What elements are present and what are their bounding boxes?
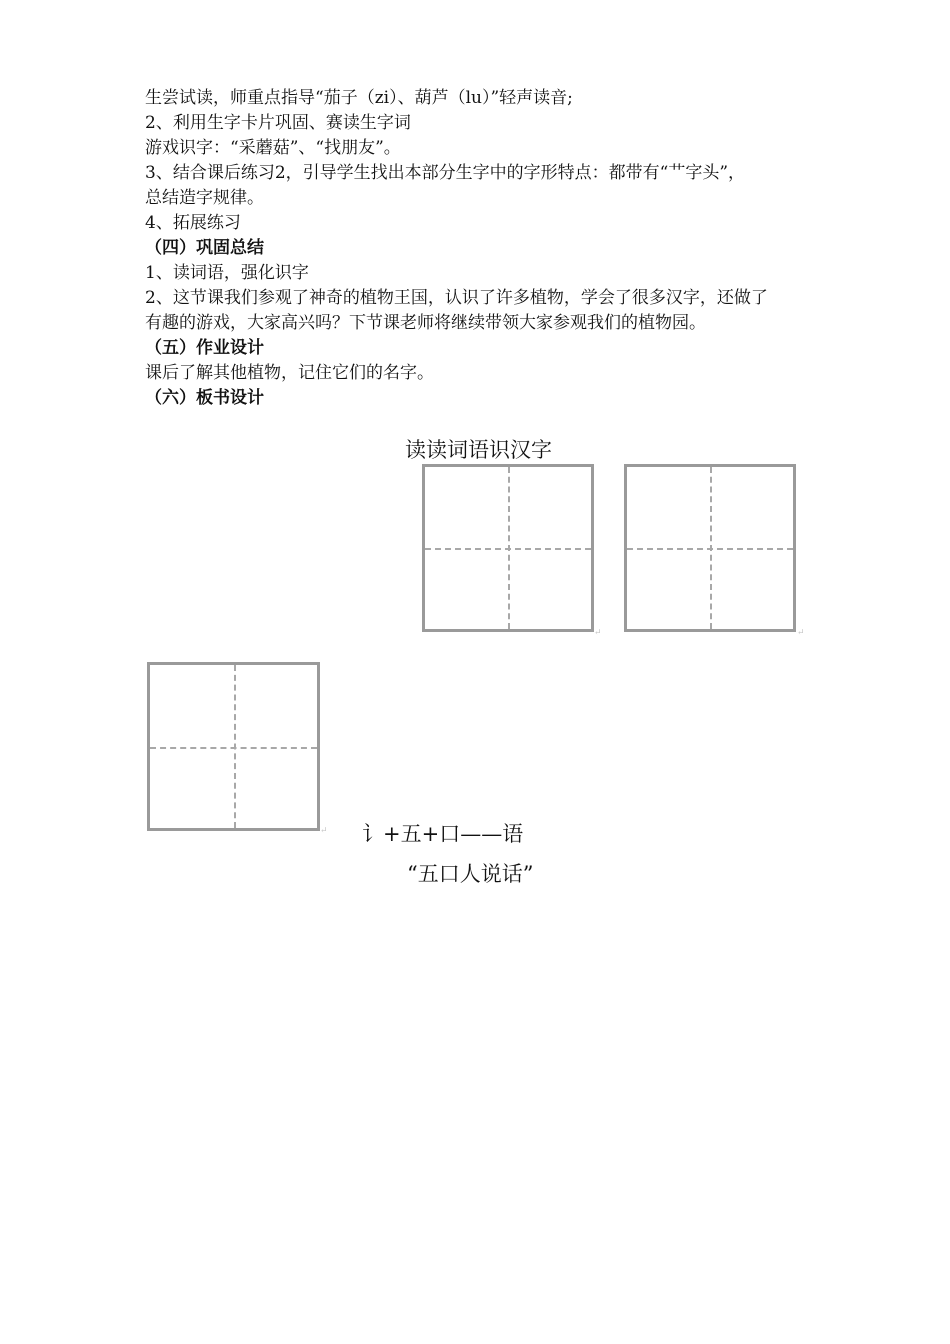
text-line: 生尝试读，师重点指导“茄子（zi）、葫芦（lu）”轻声读音; bbox=[145, 88, 573, 108]
text-line: 3、结合课后练习2，引导学生找出本部分生字中的字形特点：都带有“艹字头”， bbox=[145, 163, 746, 183]
section-heading: （六）板书设计 bbox=[145, 388, 264, 408]
section-heading: （五）作业设计 bbox=[145, 338, 264, 358]
tianzige-grid bbox=[147, 662, 320, 831]
text-line: 1、读词语，强化识字 bbox=[145, 263, 309, 283]
text-line: 2、利用生字卡片巩固、赛读生字词 bbox=[145, 113, 411, 133]
tianzige-grid bbox=[624, 464, 796, 632]
grid-vertical-guide bbox=[508, 467, 510, 629]
text-line: 游戏识字：“采蘑菇”、“找朋友”。 bbox=[145, 138, 401, 158]
character-formula: 讠+五+口——语 bbox=[362, 822, 524, 846]
paragraph-mark-icon: ↵ bbox=[797, 628, 805, 638]
text-line: 有趣的游戏，大家高兴吗？下节课老师将继续带领大家参观我们的植物园。 bbox=[145, 313, 706, 333]
text-line: 课后了解其他植物，记住它们的名字。 bbox=[145, 363, 434, 383]
tianzige-grid bbox=[422, 464, 594, 632]
grid-vertical-guide bbox=[710, 467, 712, 629]
section-heading: （四）巩固总结 bbox=[145, 238, 264, 258]
grid-vertical-guide bbox=[234, 665, 236, 828]
paragraph-mark-icon: ↵ bbox=[594, 628, 602, 638]
text-line: 2、这节课我们参观了神奇的植物王国，认识了许多植物，学会了很多汉字，还做了 bbox=[145, 288, 768, 308]
board-title: 读读词语识汉字 bbox=[405, 438, 552, 462]
text-line: 总结造字规律。 bbox=[145, 188, 264, 208]
paragraph-mark-icon: ↵ bbox=[320, 826, 328, 836]
text-line: 4、拓展练习 bbox=[145, 213, 241, 233]
character-saying: “五口人说话” bbox=[407, 862, 534, 886]
